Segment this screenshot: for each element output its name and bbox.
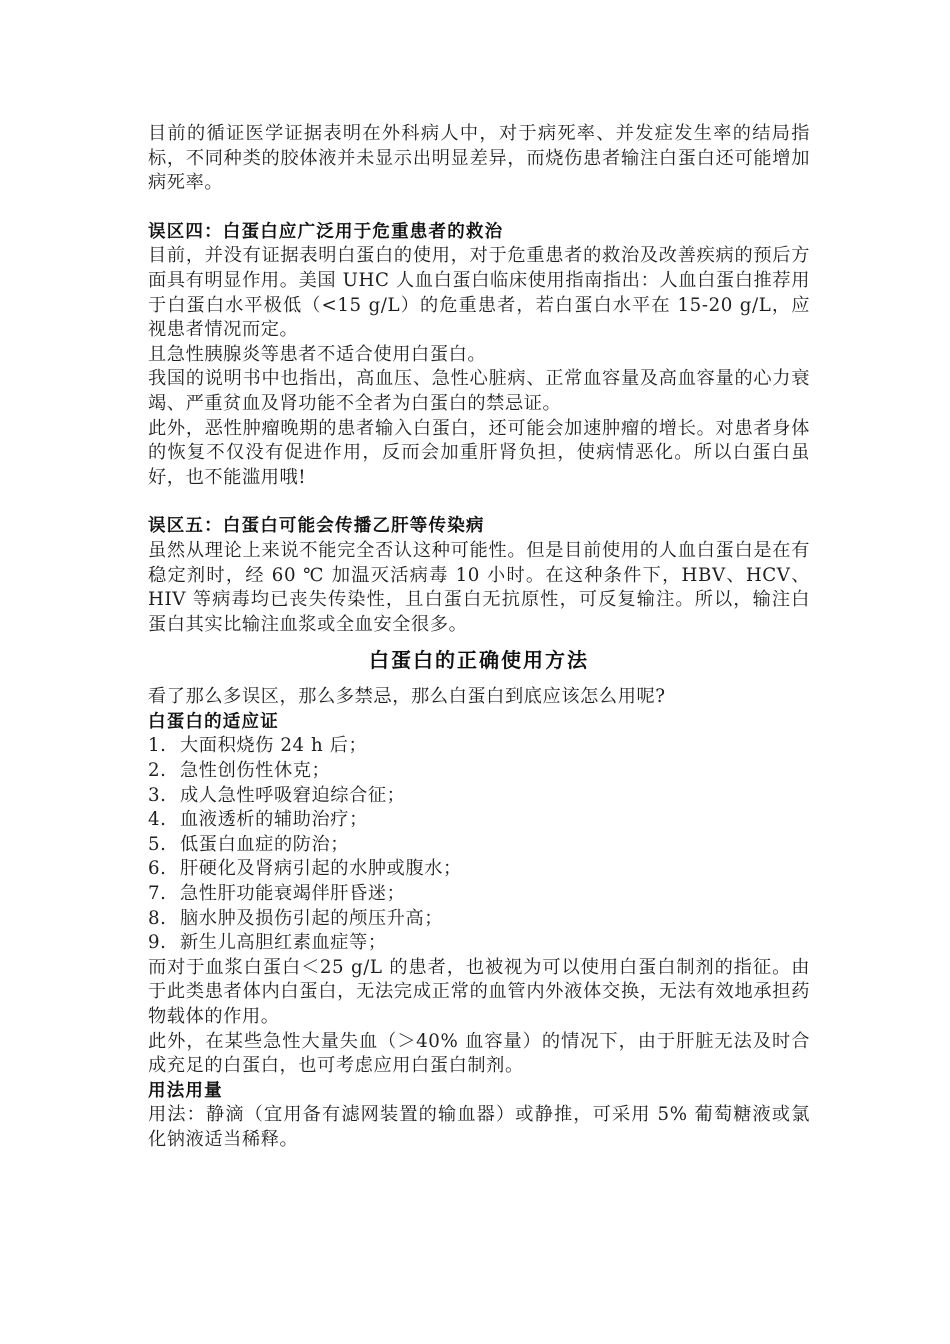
list-item <box>148 734 810 759</box>
list-item-text: 血液透析的辅助治疗； <box>180 809 368 831</box>
list-item <box>148 907 810 932</box>
usage-title: 白蛋白的正确使用方法 <box>369 648 589 673</box>
section4-paragraph-2: 且急性胰腺炎等患者不适合使用白蛋白。 <box>148 343 487 365</box>
list-item-text: 低蛋白血症的防治； <box>180 833 350 855</box>
list-item <box>148 759 810 784</box>
section4-heading: 误区四：白蛋白应广泛用于危重患者的救治 <box>148 221 504 242</box>
list-item-number: 2. <box>148 760 167 782</box>
list-item-text: 肝硬化及肾病引起的水肿或腹水； <box>180 858 462 880</box>
spacer <box>148 490 810 514</box>
indication-note-paragraph-2: 此外，在某些急性大量失血（＞40% 血容量）的情况下，由于肝脏无法及时合成充足的白蛋白，也可考虑应用白蛋白制剂。 <box>148 1030 810 1077</box>
section4-paragraph-3: 我国的说明书中也指出，高血压、急性心脏病、正常血容量及高血容量的心力衰竭、严重贫血及肾功能不全者为白蛋白的禁忌证。 <box>148 368 810 414</box>
list-item <box>148 833 810 858</box>
indications-heading: 白蛋白的适应证 <box>148 711 279 732</box>
list-item-text: 成人急性呼吸窘迫综合征； <box>180 784 406 806</box>
spacer <box>148 196 810 220</box>
section5-heading: 误区五：白蛋白可能会传播乙肝等传染病 <box>148 516 485 537</box>
usage-intro: 看了那么多误区，那么多禁忌，那么白蛋白到底应该怎么用呢? <box>148 686 666 708</box>
list-item-number: 7. <box>148 883 167 905</box>
document-page <box>148 122 810 1153</box>
list-item-number: 9. <box>148 932 167 954</box>
list-item-number: 5. <box>148 833 167 855</box>
list-item <box>148 857 810 882</box>
list-item <box>148 808 810 833</box>
dosage-heading: 用法用量 <box>148 1080 223 1101</box>
list-item-text: 急性创伤性休克； <box>180 760 331 782</box>
list-item-text: 急性肝功能衰竭伴肝昏迷； <box>180 883 406 905</box>
section4-paragraph-4: 此外，恶性肿瘤晚期的患者输入白蛋白，还可能会加速肿瘤的增长。对患者身体的恢复不仅没有促进作用，反而会加重肝肾负担，使病情恶化。所以白蛋白虽好，也不能滥用哦! <box>148 417 810 488</box>
list-item <box>148 882 810 907</box>
indications-list <box>148 734 810 955</box>
list-item <box>148 931 810 956</box>
list-item-number: 1. <box>148 735 167 757</box>
list-item-number: 8. <box>148 907 167 929</box>
intro-paragraph: 目前的循证医学证据表明在外科病人中，对于病死率、并发症发生率的结局指标，不同种类的胶体液并未显示出明显差异，而烧伤患者输注白蛋白还可能增加病死率。 <box>148 123 810 194</box>
indication-note-paragraph-1: 而对于血浆白蛋白＜25 g/L 的患者，也被视为可以使用白蛋白制剂的指征。由于此类患者体内白蛋白，无法完成正常的血管内外液体交换，无法有效地承担药物载体的作用。 <box>148 956 810 1027</box>
list-item-text: 大面积烧伤 24 h 后； <box>180 735 368 757</box>
list-item-text: 脑水肿及损伤引起的颅压升高； <box>180 907 444 929</box>
section5-paragraph-1: 虽然从理论上来说不能完全否认这种可能性。但是目前使用的人血白蛋白是在有稳定剂时，经 60 ℃ 加温灭活病毒 10 小时。在这种条件下，HBV、HCV、HIV 等病毒均已丧失传染性，且白蛋白无抗原性，可反复输注。所以，输注白蛋白其实比输注血浆或全血安全很多。 <box>148 539 810 635</box>
list-item-number: 3. <box>148 784 167 806</box>
list-item <box>148 784 810 809</box>
dosage-paragraph: 用法：静滴（宜用备有滤网装置的输血器）或静推，可采用 5% 葡萄糖液或氯化钠液适当稀释。 <box>148 1104 810 1150</box>
list-item-number: 6. <box>148 858 167 880</box>
section4-paragraph-1: 目前，并没有证据表明白蛋白的使用，对于危重患者的救治及改善疾病的预后方面具有明显作用。美国 UHC 人血白蛋白临床使用指南指出：人血白蛋白推荐用于白蛋白水平极低（<15 g/L）的危重患者，若白蛋白水平在 15-20 g/L，应视患者情况而定。 <box>148 245 810 341</box>
list-item-number: 4. <box>148 809 167 831</box>
list-item-text: 新生儿高胆红素血症等； <box>180 932 387 954</box>
